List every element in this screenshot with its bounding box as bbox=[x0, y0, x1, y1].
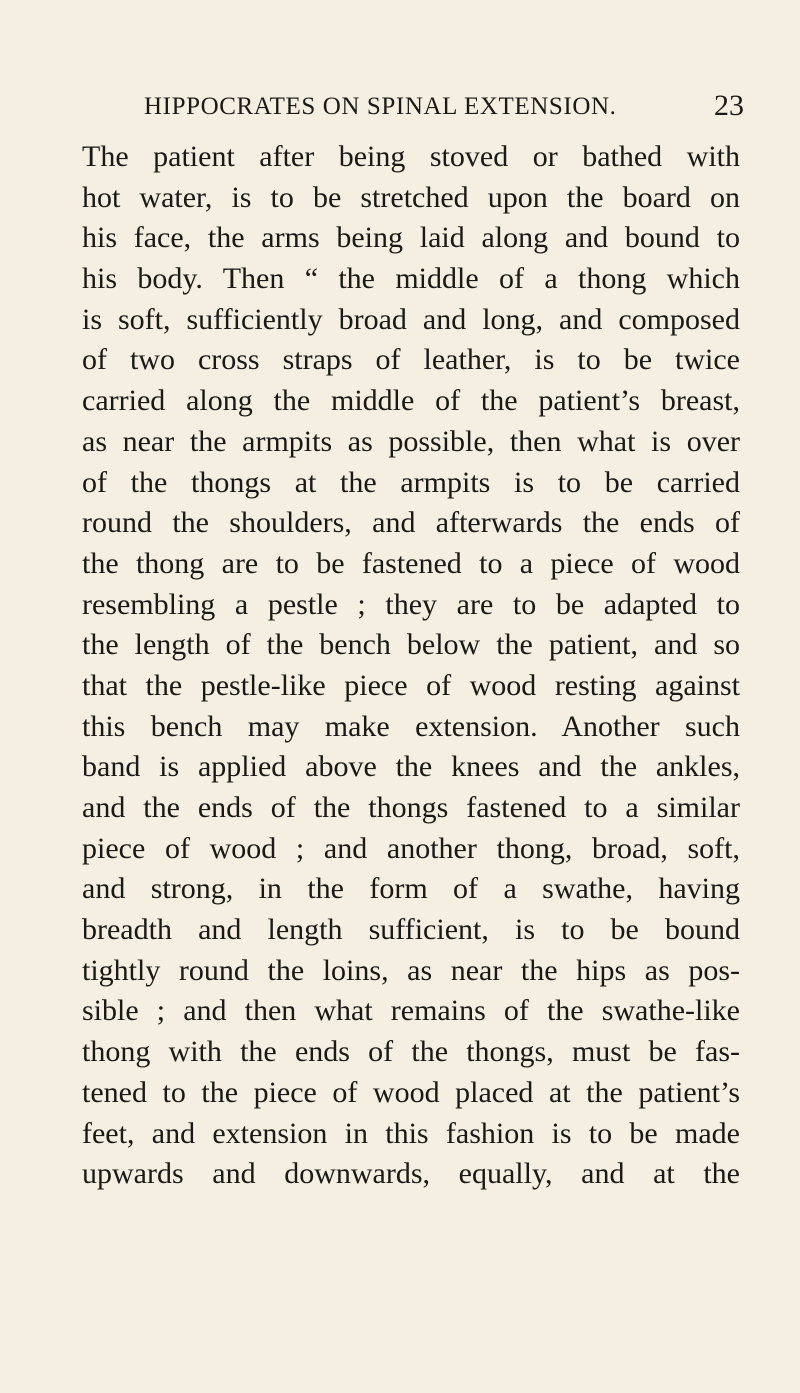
body-paragraph bbox=[82, 137, 740, 1195]
text-line: as near the armpits as possible, then what is over bbox=[82, 424, 740, 458]
running-head bbox=[144, 89, 744, 133]
text-line: is soft, sufficiently broad and long, and composed bbox=[82, 302, 740, 336]
text-line: his body. Then “ the middle of a thong which bbox=[82, 262, 740, 296]
text-line: piece of wood ; and another thong, broad, soft, bbox=[82, 831, 740, 865]
text-line: the thong are to be fastened to a piece of wood bbox=[82, 546, 740, 580]
running-title: HIPPOCRATES ON SPINAL EXTENSION. bbox=[144, 93, 617, 120]
text-line: sible ; and then what remains of the swathe-like bbox=[82, 994, 740, 1028]
text-line: carried along the middle of the patient’s breast, bbox=[82, 384, 740, 418]
text-line: breadth and length sufficient, is to be bound bbox=[82, 913, 740, 947]
text-line: hot water, is to be stretched upon the board on bbox=[82, 180, 740, 214]
text-line: the length of the bench below the patient, and so bbox=[82, 628, 740, 662]
text-line: of the thongs at the armpits is to be carried bbox=[82, 465, 740, 499]
text-line: The patient after being stoved or bathed with bbox=[82, 140, 740, 173]
text-line: and the ends of the thongs fastened to a similar bbox=[82, 791, 740, 824]
text-line: feet, and extension in this fashion is to be made bbox=[82, 1116, 740, 1150]
text-line: of two cross straps of leather, is to be twice bbox=[82, 343, 740, 377]
text-line: tened to the piece of wood placed at the patient’s bbox=[82, 1075, 740, 1109]
text-line: band is applied above the knees and the ankles, bbox=[82, 750, 740, 784]
text-line: this bench may make extension. Another such bbox=[82, 709, 740, 743]
text-line: and strong, in the form of a swathe, having bbox=[82, 872, 740, 906]
text-line: tightly round the loins, as near the hips as pos- bbox=[82, 953, 740, 987]
text-line: round the shoulders, and afterwards the ends of bbox=[82, 506, 740, 540]
text-line: that the pestle-like piece of wood resting against bbox=[82, 668, 740, 702]
page-number: 23 bbox=[714, 89, 744, 122]
text-line: his face, the arms being laid along and bound to bbox=[82, 221, 740, 255]
text-line: resembling a pestle ; they are to be adapted to bbox=[82, 587, 740, 621]
text-line: thong with the ends of the thongs, must be fas- bbox=[82, 1035, 740, 1069]
text-line: upwards and downwards, equally, and at the bbox=[82, 1157, 740, 1191]
